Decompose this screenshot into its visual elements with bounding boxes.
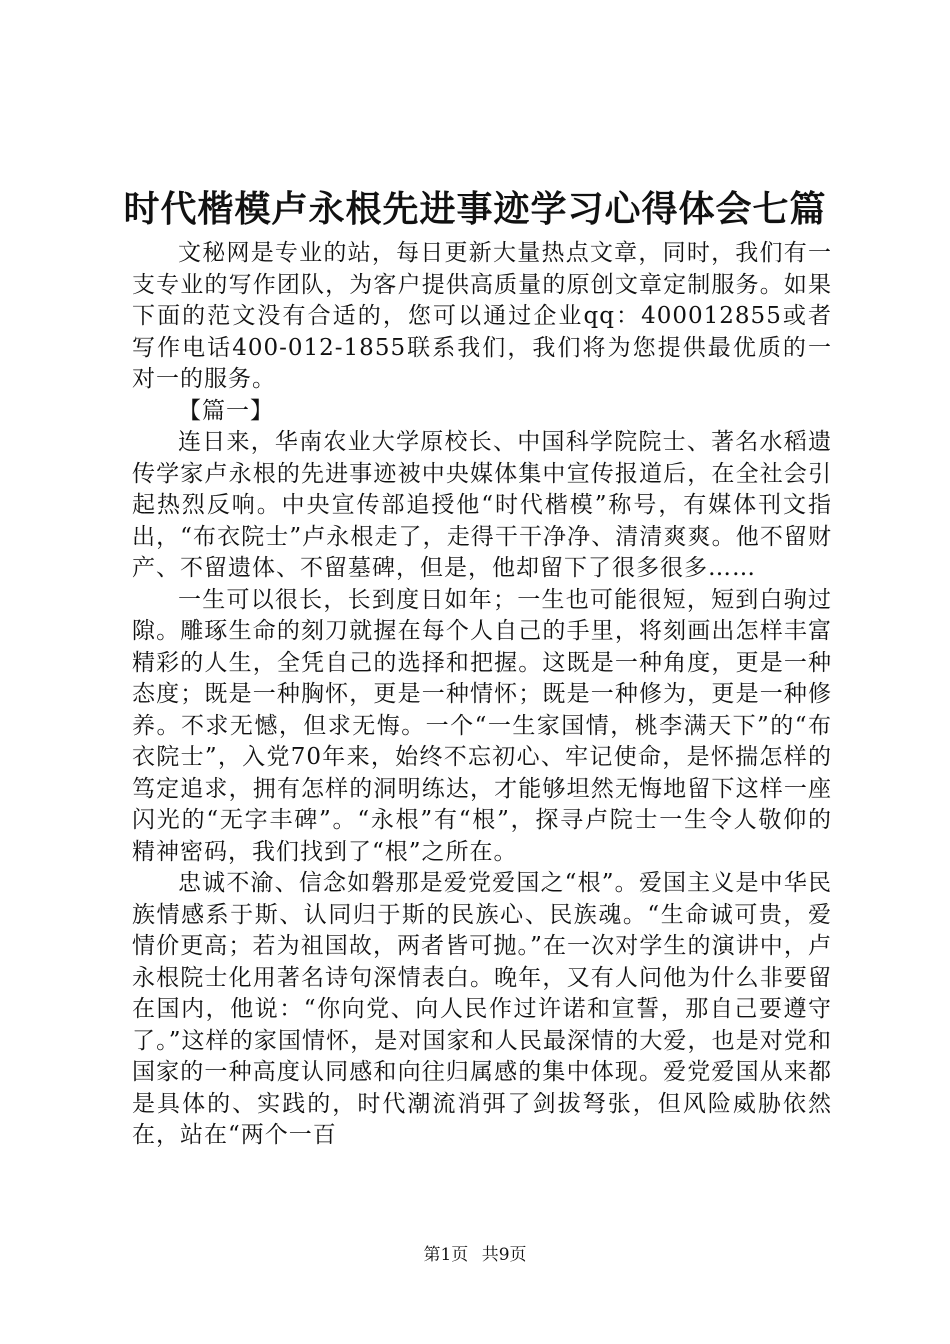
- document-title: 时代楷模卢永根先进事迹学习心得体会七篇: [123, 189, 827, 230]
- body-paragraph: 连日来，华南农业大学原校长、中国科学院院士、著名水稻遗传学家卢永根的先进事迹被中央媒体集中宣传报道后，在全社会引起热烈反响。中央宣传部追授他“时代楷模”称号，有媒体刊文指出，“布衣院士”卢永根走了，走得干干净净、清清爽爽。他不留财产、不留遗体、不留墓碑，但是，他却留下了很多很多……: [132, 429, 832, 581]
- document-body: [132, 238, 832, 1152]
- body-paragraph: 一生可以很长，长到度日如年；一生也可能很短，短到白驹过隙。雕琢生命的刻刀就握在每个人自己的手里，将刻画出怎样丰富精彩的人生，全凭自己的选择和把握。这既是一种角度，更是一种态度；既是一种胸怀，更是一种情怀；既是一种修为，更是一种修养。不求无憾，但求无悔。一个“一生家国情，桃李满天下”的“布衣院士”，入党70年来，始终不忘初心、牢记使命，是怀揣怎样的笃定追求，拥有怎样的洞明练达，才能够坦然无悔地留下这样一座闪光的“无字丰碑”。“永根”有“根”，探寻卢院士一生令人敬仰的精神密码，我们找到了“根”之所在。: [132, 586, 832, 865]
- intro-paragraph: 文秘网是专业的站，每日更新大量热点文章，同时，我们有一支专业的写作团队，为客户提供高质量的原创文章定制服务。如果下面的范文没有合适的，您可以通过企业qq：400012855或者写作电话400-012-1855联系我们，我们将为您提供最优质的一对一的服务。: [132, 240, 832, 392]
- page-total: 共9页: [481, 1245, 527, 1265]
- section-heading: 【篇一】: [178, 397, 274, 424]
- page-number: 第1页: [423, 1245, 469, 1265]
- page-footer: [0, 1244, 950, 1266]
- body-paragraph: 忠诚不渝、信念如磐那是爱党爱国之“根”。爱国主义是中华民族情感系于斯、认同归于斯的民族心、民族魂。“生命诚可贵，爱情价更高；若为祖国故，两者皆可抛。”在一次对学生的演讲中，卢永根院士化用著名诗句深情表白。晚年，又有人问他为什么非要留在国内，他说：“你向党、向人民作过许诺和宣誓，那自己要遵守了。”这样的家国情怀，是对国家和人民最深情的大爱，也是对党和国家的一种高度认同感和向往归属感的集中体现。爱党爱国从来都是具体的、实践的，时代潮流消弭了剑拔弩张，但风险威胁依然在，站在“两个一百: [132, 870, 832, 1148]
